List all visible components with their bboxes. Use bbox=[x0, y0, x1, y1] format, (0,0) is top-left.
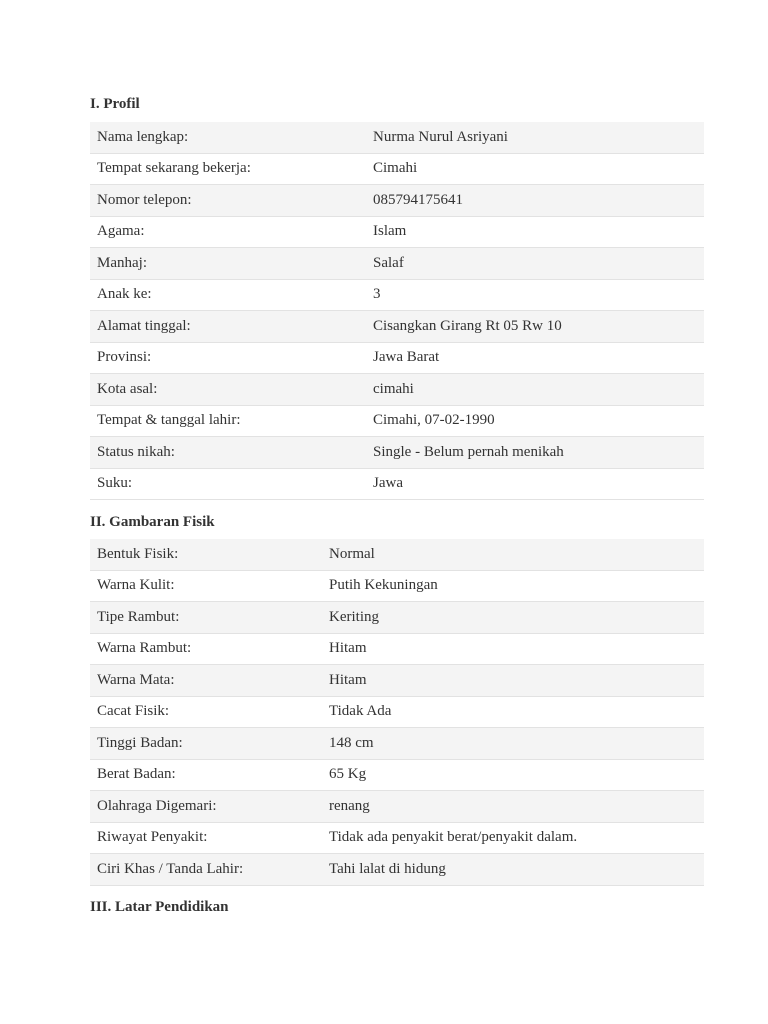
row-value: Tahi lalat di hidung bbox=[329, 860, 446, 877]
row-label: Bentuk Fisik: bbox=[97, 545, 179, 562]
table-row bbox=[90, 697, 704, 729]
table-row bbox=[90, 823, 704, 855]
row-label: Manhaj: bbox=[97, 254, 147, 271]
row-label: Tipe Rambut: bbox=[97, 608, 180, 625]
table-row bbox=[90, 728, 704, 760]
table-row bbox=[90, 248, 704, 280]
row-value: Islam bbox=[373, 223, 407, 240]
row-value: Salaf bbox=[373, 254, 404, 271]
row-value: cimahi bbox=[373, 380, 414, 397]
table-row bbox=[90, 437, 704, 469]
row-label: Ciri Khas / Tanda Lahir: bbox=[97, 860, 244, 877]
row-value: Normal bbox=[329, 545, 375, 562]
row-value: renang bbox=[329, 797, 370, 814]
section-title-profil: I. Profil bbox=[90, 96, 140, 112]
row-label: Olahraga Digemari: bbox=[97, 797, 217, 814]
table-row bbox=[90, 311, 704, 343]
table-row bbox=[90, 374, 704, 406]
table-row bbox=[90, 539, 704, 571]
row-value: 085794175641 bbox=[373, 191, 463, 208]
row-value: 148 cm bbox=[329, 734, 374, 751]
table-row bbox=[90, 634, 704, 666]
row-value: Keriting bbox=[329, 608, 379, 625]
table-row bbox=[90, 791, 704, 823]
row-value: Hitam bbox=[329, 640, 367, 657]
row-value: 3 bbox=[373, 286, 381, 303]
row-label: Agama: bbox=[97, 223, 145, 240]
row-value: Putih Kekuningan bbox=[329, 577, 438, 594]
row-label: Warna Mata: bbox=[97, 671, 175, 688]
profil-table bbox=[90, 122, 704, 500]
table-row bbox=[90, 571, 704, 603]
row-label: Warna Rambut: bbox=[97, 640, 192, 657]
row-label: Tempat sekarang bekerja: bbox=[97, 160, 251, 177]
row-label: Suku: bbox=[97, 475, 133, 492]
section-title-gambaran-fisik: II. Gambaran Fisik bbox=[90, 514, 215, 530]
table-row bbox=[90, 217, 704, 249]
table-row bbox=[90, 343, 704, 375]
row-label: Tempat & tanggal lahir: bbox=[97, 412, 241, 429]
row-label: Alamat tinggal: bbox=[97, 317, 191, 334]
row-label: Status nikah: bbox=[97, 443, 175, 460]
row-value: Hitam bbox=[329, 671, 367, 688]
row-value: Tidak ada penyakit berat/penyakit dalam. bbox=[329, 829, 578, 846]
section-title-latar-pendidikan: III. Latar Pendidikan bbox=[90, 899, 229, 915]
row-label: Riwayat Penyakit: bbox=[97, 829, 208, 846]
table-row bbox=[90, 602, 704, 634]
table-row bbox=[90, 280, 704, 312]
row-label: Cacat Fisik: bbox=[97, 703, 170, 720]
row-value: Jawa bbox=[373, 475, 403, 492]
table-row bbox=[90, 185, 704, 217]
row-label: Nomor telepon: bbox=[97, 191, 192, 208]
row-value: Cimahi, 07-02-1990 bbox=[373, 412, 495, 429]
table-row bbox=[90, 122, 704, 154]
row-label: Nama lengkap: bbox=[97, 128, 189, 145]
row-label: Berat Badan: bbox=[97, 766, 176, 783]
row-label: Kota asal: bbox=[97, 380, 158, 397]
row-label: Provinsi: bbox=[97, 349, 152, 366]
table-row bbox=[90, 469, 704, 501]
row-value: Cimahi bbox=[373, 160, 418, 177]
table-row bbox=[90, 854, 704, 886]
row-value: Jawa Barat bbox=[373, 349, 440, 366]
row-value: Nurma Nurul Asriyani bbox=[373, 128, 508, 145]
row-label: Tinggi Badan: bbox=[97, 734, 183, 751]
table-row bbox=[90, 154, 704, 186]
row-label: Warna Kulit: bbox=[97, 577, 175, 594]
table-row bbox=[90, 665, 704, 697]
row-value: 65 Kg bbox=[329, 766, 367, 783]
row-value: Cisangkan Girang Rt 05 Rw 10 bbox=[373, 317, 562, 334]
row-value: Tidak Ada bbox=[329, 703, 392, 720]
row-label: Anak ke: bbox=[97, 286, 152, 303]
table-row bbox=[90, 760, 704, 792]
table-row bbox=[90, 406, 704, 438]
row-value: Single - Belum pernah menikah bbox=[373, 443, 564, 460]
gambaran-fisik-table bbox=[90, 539, 704, 886]
